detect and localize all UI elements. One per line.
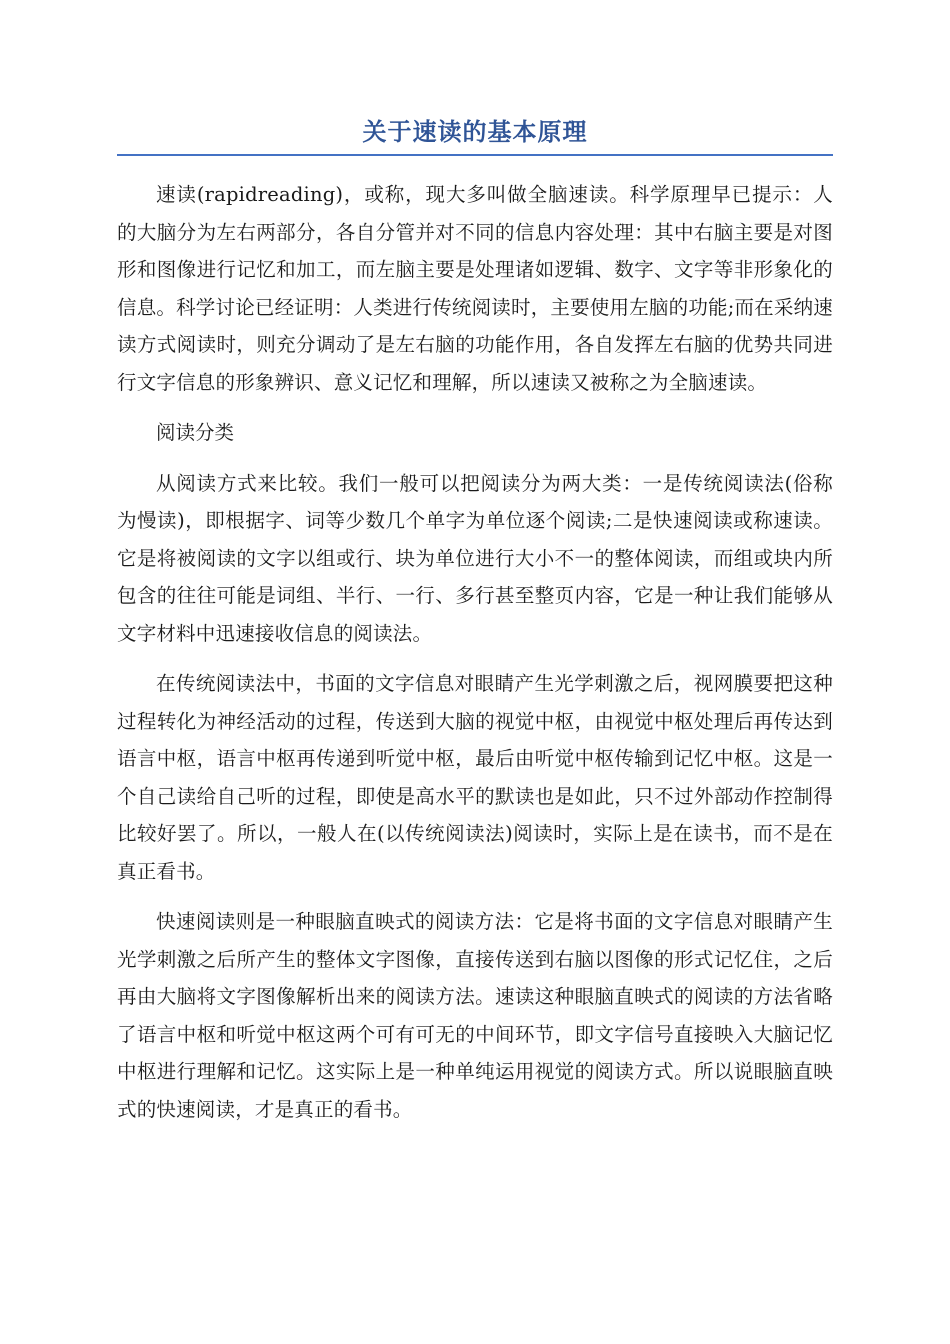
paragraph-speed-reading: 快速阅读则是一种眼脑直映式的阅读方法：它是将书面的文字信息对眼睛产生光学刺激之后所产生的整体文字图像，直接传送到右脑以图像的形式记忆住，之后再由大脑将文字图像解析出来的阅读方法。速读这种眼脑直映式的阅读的方法省略了语言中枢和听觉中枢这两个可有可无的中间环节，即文字信号直接映入大脑记忆中枢进行理解和记忆。这实际上是一种单纯运用视觉的阅读方式。所以说眼脑直映式的快速阅读，才是真正的看书。: [117, 910, 833, 1121]
section-heading-reading-types: 阅读分类: [156, 421, 235, 444]
paragraph-traditional-reading: 在传统阅读法中，书面的文字信息对眼睛产生光学刺激之后，视网膜要把这种过程转化为神经活动的过程，传送到大脑的视觉中枢，由视觉中枢处理后再传达到语言中枢，语言中枢再传递到听觉中枢，最后由听觉中枢传输到记忆中枢。这是一个自己读给自己听的过程，即使是高水平的默读也是如此，只不过外部动作控制得比较好罢了。所以，一般人在(以传统阅读法)阅读时，实际上是在读书，而不是在真正看书。: [117, 672, 833, 883]
paragraph-intro: 速读(rapidreading)，或称，现大多叫做全脑速读。科学原理早已提示：人的大脑分为左右两部分，各自分管并对不同的信息内容处理：其中右脑主要是对图形和图像进行记忆和加工，而左脑主要是处理诸如逻辑、数字、文字等非形象化的信息。科学讨论已经证明：人类进行传统阅读时，主要使用左脑的功能;而在采纳速读方式阅读时，则充分调动了是左右脑的功能作用，各自发挥左右脑的优势共同进行文字信息的形象辨识、意义记忆和理解，所以速读又被称之为全脑速读。: [117, 183, 833, 394]
title-underline: [117, 154, 833, 156]
document-page: [117, 112, 833, 1141]
document-title: 关于速读的基本原理: [362, 117, 588, 146]
paragraph-reading-methods: 从阅读方式来比较。我们一般可以把阅读分为两大类：一是传统阅读法(俗称为慢读)，即根据字、词等少数几个单字为单位逐个阅读;二是快速阅读或称速读。它是将被阅读的文字以组或行、块为单位进行大小不一的整体阅读，而组或块内所包含的往往可能是词组、半行、一行、多行甚至整页内容，它是一种让我们能够从文字材料中迅速接收信息的阅读法。: [117, 471, 833, 645]
